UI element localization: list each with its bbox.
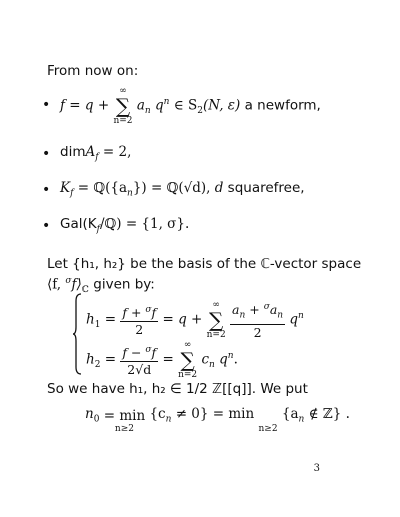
- n0-sub: 0: [93, 414, 100, 425]
- b3-d: d: [214, 180, 224, 196]
- b4-gal: Gal(K: [60, 216, 97, 232]
- b1-q: q: [154, 97, 164, 114]
- h2-den: 2√d: [127, 362, 152, 378]
- h1-num2-asub: n: [277, 310, 284, 321]
- h1-num2-sub: n: [239, 310, 246, 321]
- sum-operator: [207, 300, 226, 340]
- set2-rest: ∉ ℤ} .: [304, 406, 350, 422]
- h1-lhs: h: [86, 311, 95, 328]
- h1-num2: a: [232, 302, 240, 318]
- h2-lhs-sub: 2: [94, 360, 101, 371]
- b3-K-sub: f: [70, 188, 74, 199]
- sum-bottom: n=2: [178, 370, 198, 380]
- h1-num: f +: [122, 305, 146, 321]
- conclusion-formula: [85, 408, 350, 434]
- bullet-dot: •: [42, 218, 51, 234]
- h2-c: c: [201, 351, 210, 368]
- sum-operator: [178, 340, 197, 380]
- set1-sub: n: [165, 414, 172, 425]
- sum-symbol: ∑: [180, 348, 195, 372]
- para-C-sub: ℂ: [81, 285, 89, 296]
- sum-bottom: n=2: [206, 330, 226, 340]
- h1-den2: 2: [253, 324, 262, 340]
- b2-A-sub: f: [95, 152, 99, 163]
- b3-an-sub: n: [127, 188, 133, 199]
- h2-num-sigma: σ: [145, 344, 152, 355]
- bullet-dot: •: [42, 97, 51, 113]
- b1-term: a: [136, 97, 145, 114]
- set2-open: {a: [281, 406, 299, 422]
- page-number: 3: [313, 463, 320, 474]
- h1-den: 2: [135, 322, 144, 338]
- set1-open: {c: [149, 406, 166, 422]
- sum-top: ∞: [183, 340, 192, 350]
- sum-symbol: ∑: [115, 94, 131, 118]
- para-angle-open: ⟨f,: [47, 276, 66, 293]
- bullet-dot: •: [42, 182, 51, 198]
- h2-dot: .: [233, 351, 238, 368]
- b1-term-sub: n: [144, 106, 151, 117]
- bullet-3-formula: [60, 182, 305, 199]
- bullet-2-formula: [60, 146, 131, 163]
- h1-q-sup: n: [298, 311, 304, 321]
- h1-q: q: [289, 311, 299, 328]
- min-operator-1: [104, 408, 145, 434]
- h2-q: q: [219, 351, 228, 368]
- set2-sub: n: [298, 414, 305, 425]
- system-h2: $h_2$ = $\frac{f - ^\sigma f}{2√d}$ = ∞ ∑ n=2 $c_n$ $q^n$.: [86, 340, 238, 380]
- sum-operator: [113, 86, 132, 126]
- intro-text: From now on:: [47, 63, 139, 79]
- sum-symbol: ∑: [209, 308, 224, 332]
- min-sub-2: n≥2: [258, 424, 278, 434]
- b1-tail: a newform,: [244, 97, 321, 114]
- h1-num2-plus: +: [245, 302, 264, 318]
- h2-q-sup: n: [227, 351, 234, 361]
- h1-num-sigma: σ: [145, 304, 152, 315]
- bullet-4-formula: [60, 218, 189, 235]
- h1-fraction-1: [120, 303, 158, 337]
- b1-S-sub: 2: [197, 106, 203, 117]
- h1-num2-sigma: σ: [263, 302, 270, 313]
- b2-rest: = 2,: [102, 144, 132, 160]
- b1-args: (N, ε): [203, 97, 241, 114]
- b4-K-sub: f: [96, 224, 100, 235]
- b2-dim: dim: [60, 144, 86, 160]
- n0: n: [85, 406, 94, 422]
- b3-rest2: }) = ℚ(√d),: [132, 180, 211, 196]
- h2-num-f: f: [151, 345, 157, 361]
- b3-tail: squarefree,: [227, 180, 305, 196]
- min-operator-2: [258, 408, 277, 434]
- h2-eq: =: [162, 351, 174, 368]
- para-line-2: [47, 277, 155, 295]
- b1-q-sup: n: [163, 97, 170, 107]
- h1-num2-a: a: [269, 302, 278, 318]
- sum-top: ∞: [119, 86, 127, 96]
- h1-fraction-2: [230, 300, 285, 340]
- b1-rest: ∈ S: [173, 97, 198, 114]
- b3-rest: = ℚ({a: [77, 180, 128, 196]
- h1-num-f: f: [151, 305, 157, 321]
- h2-lhs: h: [86, 351, 95, 368]
- h2-fraction: [120, 343, 158, 377]
- h2-num: f −: [122, 345, 146, 361]
- h1-lhs-sub: 1: [94, 320, 101, 331]
- min-label-1: = min: [103, 408, 146, 424]
- h1-eq: = q +: [162, 311, 203, 328]
- h2-c-sub: n: [209, 360, 215, 371]
- conclusion-line-1: So we have h₁, h₂ ∈ 1/2 ℤ[[q]]. We put: [47, 381, 308, 397]
- b2-A: A: [85, 144, 96, 160]
- b3-K: K: [60, 180, 71, 196]
- sum-top: ∞: [212, 300, 220, 310]
- min-sub-1: n≥2: [114, 424, 134, 434]
- para-f-close: f⟩: [71, 276, 82, 293]
- left-brace: [72, 293, 82, 375]
- b1-lhs: f = q +: [60, 97, 110, 114]
- system-h1: $h_1$ = $\frac{f + ^\sigma f}{2}$ = q + ∞ ∑ n=2 $\frac{a_n + ^\sigma a_n}{2}$ $q^n$: [86, 300, 304, 340]
- para-line-1: Let {h₁, h₂} be the basis of the ℂ-vector space: [47, 256, 362, 272]
- para-tail: given by:: [93, 276, 155, 293]
- sum-bottom: n=2: [113, 116, 133, 126]
- bullet-dot: •: [42, 146, 51, 162]
- para-sigma: σ: [65, 276, 72, 286]
- set1-rest: ≠ 0} = min: [171, 406, 255, 422]
- b4-rest: /ℚ) = {1, σ}.: [99, 216, 190, 232]
- bullet-1-formula: [60, 86, 321, 126]
